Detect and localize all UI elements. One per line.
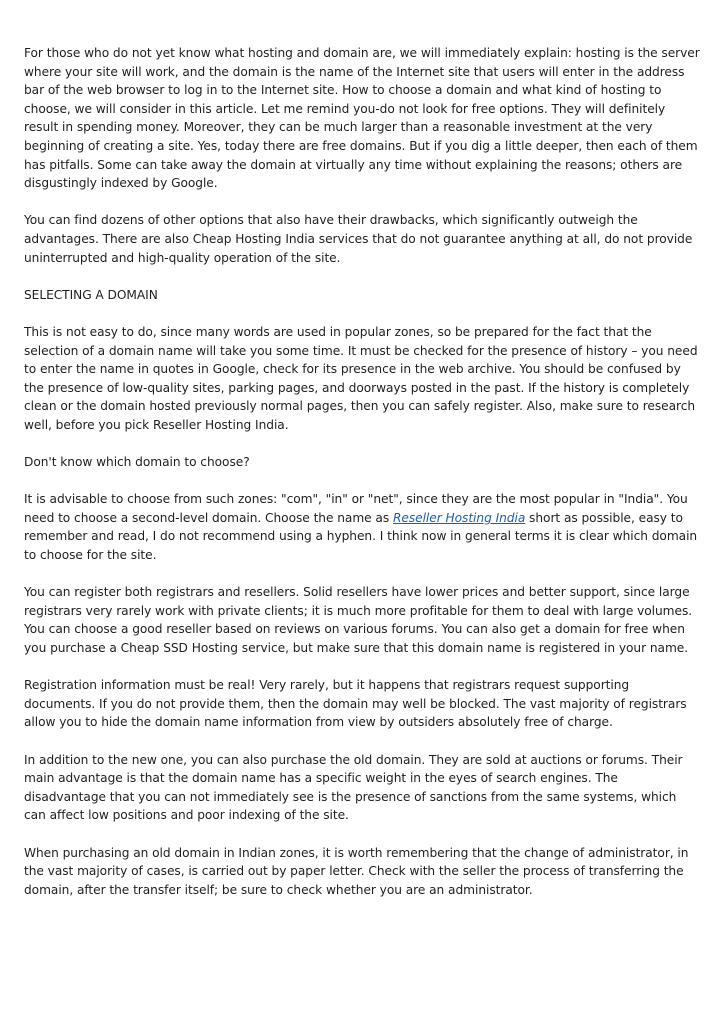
paragraph-zones-text-after: short as possible, easy to remember and read, I do not recommend using a hyphen. I think now in general terms it is clear which domain to choose for the site. (24, 510, 698, 563)
paragraph-intro: For those who do not yet know what hosting and domain are, we will immediately explain: hosting is the server where your site will work, and the domain is the name of the Internet site that users will enter in the address bar of the web browser to log in to the Internet site. How to choose a domain and what kind of hosting to choose, we will consider in this article. Let me remind you-do not look for free options. They will definitely result in spending money. Moreover, they can be much larger than a reasonable investment at the very beginning of creating a site. Yes, today there are free domains. But if you dig a little deeper, then each of them has pitfalls. Some can take away the domain at virtually any time without explaining the reasons; others are disgustingly indexed by Google. (24, 46, 700, 191)
paragraph-zones-text-before: It is advisable to choose from such zones: "com", "in" or "net", since they are the most popular in "India". You need to choose a second-level domain. Choose the name as (24, 492, 688, 525)
paragraph-old-domain: In addition to the new one, you can also purchase the old domain. They are sold at auctions or forums. Their main advantage is that the domain name has a specific weight in the eyes of search engines. The disadvantage that you can not immediately see is the presence of sanctions from the same systems, which can affect low positions and poor indexing of the site. (24, 752, 683, 823)
paragraph-indian-zones: When purchasing an old domain in Indian zones, it is worth remembering that the change of administrator, in the vast majority of cases, is carried out by paper letter. Check with the seller the process of transferring the domain, after the transfer itself; be sure to check whether you are an administrator. (24, 845, 689, 897)
paragraph-registration-info: Registration information must be real! Very rarely, but it happens that registrars request supporting documents. If you do not provide them, then the domain may well be blocked. The vast majority of registrars allow you to hide the domain name information from view by outsiders absolutely free of charge. (24, 678, 687, 730)
section-heading: SELECTING A DOMAIN (24, 287, 158, 302)
article-body (24, 44, 700, 918)
paragraph-selecting-domain: This is not easy to do, since many words are used in popular zones, so be prepared for the fact that the selection of a domain name will take you some time. It must be checked for the presence of history – you need to enter the name in quotes in Google, check for its presence in the web archive. You should be confused by the presence of low-quality sites, parking pages, and doorways posted in the past. If the history is completely clean or the domain hosted previously normal pages, then you can safely register. Also, make sure to research well, before you pick Reseller Hosting India. (24, 324, 698, 432)
paragraph-registrars: You can register both registrars and resellers. Solid resellers have lower prices and better support, since large registrars very rarely work with private clients; it is much more profitable for them to deal with large volumes. You can choose a good reseller based on reviews on various forums. You can also get a domain for free when you purchase a Cheap SSD Hosting service, but make sure that this domain name is registered in your name. (24, 585, 693, 655)
paragraph-drawbacks: You can find dozens of other options that also have their drawbacks, which significantly outweigh the advantages. There are also Cheap Hosting India services that do not guarantee anything at all, do not provide uninterrupted and high-quality operation of the site. (24, 213, 693, 265)
reseller-hosting-link[interactable]: Reseller Hosting India (392, 510, 526, 525)
paragraph-zones (24, 490, 700, 564)
paragraph-question: Don't know which domain to choose? (24, 455, 250, 470)
